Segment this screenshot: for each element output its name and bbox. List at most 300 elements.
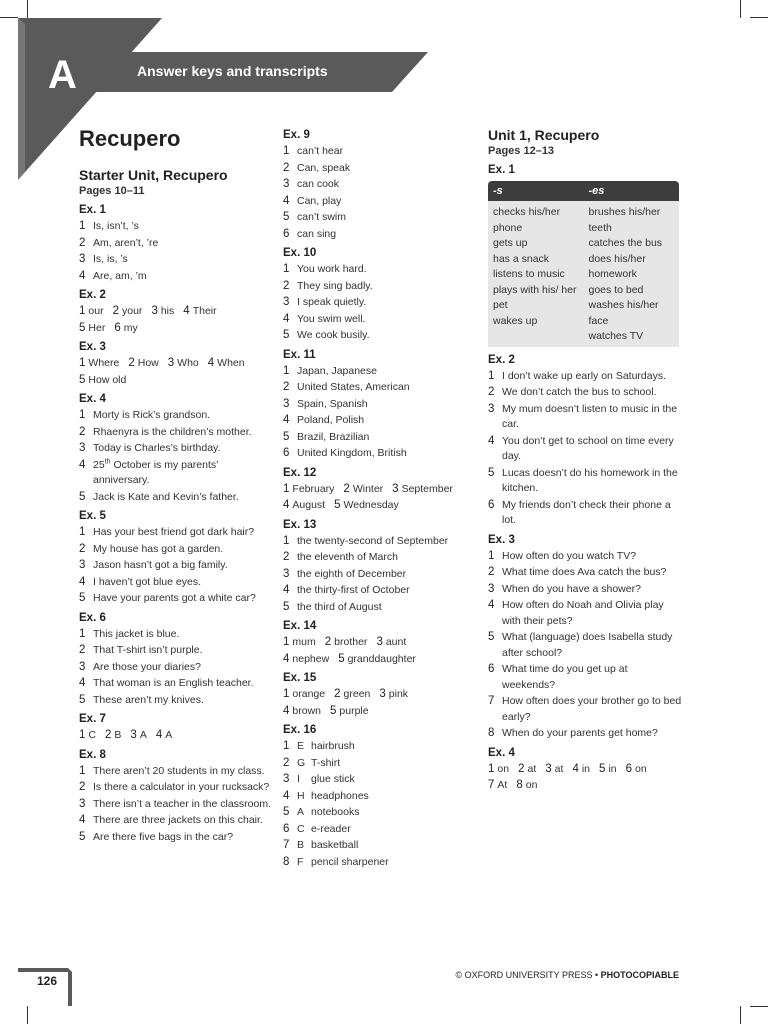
item-number: 3 — [283, 773, 290, 785]
item-number: 5 — [599, 762, 606, 775]
answer-item — [488, 662, 683, 693]
answer-item — [79, 441, 274, 457]
item-text: aunt — [385, 636, 407, 648]
item-text: How old — [88, 373, 127, 386]
item-number: 5 — [283, 600, 290, 613]
item-number: 5 — [283, 211, 290, 223]
item-letter: E — [297, 740, 305, 752]
exercise-label: Ex. 16 — [283, 724, 317, 736]
item-number: 8 — [488, 727, 495, 739]
item-number: 4 — [283, 789, 290, 802]
exercise-label: Ex. 3 — [79, 341, 106, 353]
answer-item — [283, 772, 478, 788]
item-number: 6 — [283, 447, 290, 459]
item-number: 3 — [167, 357, 175, 369]
item-number: 1 — [79, 357, 86, 369]
ordinal-number: 25 — [93, 458, 105, 471]
item-text: Can, speak — [297, 161, 351, 174]
item-number: 3 — [545, 762, 552, 775]
answer-line — [283, 704, 478, 720]
item-number: 4 — [283, 704, 290, 717]
answer-line — [79, 304, 274, 320]
answer-item — [488, 694, 683, 725]
item-number: 4 — [79, 814, 86, 826]
item-text: C — [88, 729, 96, 741]
table-entry: gets up — [493, 237, 528, 249]
item-text: e-reader — [311, 822, 351, 835]
table-header: -s — [488, 181, 584, 201]
item-text: Is, is, ’s — [93, 253, 128, 265]
item-letter: B — [297, 839, 305, 851]
answer-item — [79, 830, 274, 846]
item-text: Their — [192, 305, 217, 317]
item-number: 3 — [283, 296, 290, 308]
answer-item — [283, 328, 478, 344]
item-text: A — [165, 729, 173, 741]
item-number: 2 — [79, 781, 86, 793]
answer-item — [79, 780, 274, 796]
item-number: 3 — [379, 688, 386, 700]
item-number: 1 — [283, 482, 290, 495]
item-text: What (language) does Isabella study after school? — [502, 631, 673, 659]
answer-line — [79, 321, 274, 337]
answer-item — [283, 446, 478, 462]
item-number: 2 — [488, 386, 495, 398]
item-letter: C — [297, 822, 305, 835]
answer-item — [79, 643, 274, 659]
middle-column — [283, 124, 478, 870]
header-title: Answer keys and transcripts — [137, 63, 328, 79]
item-number: 4 — [207, 357, 215, 369]
table-entry: checks his/her phone — [493, 206, 561, 234]
answer-item — [283, 789, 478, 805]
item-text: can’t hear — [297, 145, 344, 157]
item-number: 7 — [488, 779, 495, 791]
item-text: can’t swim — [297, 211, 347, 223]
item-number: 1 — [283, 534, 290, 547]
item-text: the third of August — [297, 600, 382, 613]
item-number: 4 — [488, 599, 495, 611]
crop-mark — [27, 1006, 28, 1024]
item-text: What time does Ava catch the bus? — [502, 566, 667, 578]
answer-item — [283, 805, 478, 821]
exercise-label: Ex. 2 — [488, 353, 515, 366]
exercise-label: Ex. 6 — [79, 611, 106, 624]
item-number: 4 — [79, 677, 86, 689]
table-entry: watches TV — [588, 330, 644, 342]
item-text: green — [343, 688, 371, 700]
answer-item — [79, 425, 274, 441]
answer-item — [79, 219, 274, 235]
item-text: granddaughter — [347, 652, 416, 665]
item-number: 2 — [283, 551, 290, 563]
item-text: brother — [334, 636, 368, 648]
item-text: at — [527, 762, 537, 775]
answer-item — [79, 627, 274, 643]
item-number: 5 — [283, 430, 290, 443]
item-text: My mum doesn’t listen to music in the car. — [502, 402, 678, 430]
item-number: 8 — [283, 855, 290, 868]
answer-line — [283, 687, 478, 703]
item-text: on — [525, 779, 538, 791]
item-number: 3 — [79, 797, 86, 810]
item-text: February — [292, 482, 335, 495]
item-number: 4 — [283, 312, 290, 325]
answer-item — [283, 312, 478, 328]
item-number: 1 — [283, 263, 290, 275]
answer-item — [488, 434, 683, 465]
answer-item — [283, 756, 478, 772]
item-text: When do you have a shower? — [502, 582, 641, 595]
item-text: Are, am, ’m — [93, 269, 147, 282]
item-number: 3 — [283, 178, 290, 190]
table-cell-s — [488, 201, 584, 347]
item-text: Who — [177, 357, 199, 369]
item-text: pink — [388, 688, 409, 700]
item-text: nephew — [292, 652, 330, 665]
item-text: hairbrush — [311, 740, 355, 752]
item-number: 5 — [79, 490, 86, 503]
item-text: We don’t catch the bus to school. — [502, 386, 657, 398]
answer-line — [488, 778, 683, 794]
item-text: United States, American — [297, 381, 410, 393]
item-number: 2 — [128, 357, 135, 369]
exercise-label: Ex. 7 — [79, 713, 106, 725]
answer-item — [283, 262, 478, 278]
item-text: Are there five bags in the car? — [93, 830, 234, 843]
answer-item — [79, 458, 274, 489]
table-entry: catches the bus — [588, 237, 663, 249]
item-text: Spain, Spanish — [297, 397, 368, 410]
item-number: 4 — [155, 729, 163, 741]
item-number: 1 — [283, 364, 290, 377]
item-text: can sing — [297, 227, 337, 240]
item-text: in — [581, 762, 591, 775]
item-text: on — [635, 762, 647, 775]
item-text: Poland, Polish — [297, 414, 365, 426]
unit-title: Starter Unit, Recupero — [79, 167, 228, 183]
answer-item — [283, 534, 478, 550]
exercise-label: Ex. 15 — [283, 672, 317, 684]
item-text: Wednesday — [343, 499, 399, 511]
answer-item — [79, 408, 274, 424]
item-letter: I — [297, 773, 300, 785]
item-text: I haven’t got blue eyes. — [93, 575, 201, 588]
item-number: 2 — [79, 425, 86, 438]
copyright-line — [456, 970, 680, 980]
item-text: pencil sharpener — [311, 855, 389, 868]
item-number: 5 — [488, 466, 495, 479]
exercise-label: Ex. 4 — [79, 393, 106, 405]
answer-line — [283, 482, 478, 498]
item-text: Jason hasn’t got a big family. — [93, 559, 228, 571]
item-text: I don’t wake up early on Saturdays. — [502, 369, 667, 382]
item-text: We cook busily. — [297, 329, 370, 341]
answer-line — [79, 373, 274, 389]
answer-line — [79, 356, 274, 372]
answer-line — [488, 762, 683, 778]
item-number: 3 — [392, 482, 399, 495]
item-text: A — [139, 729, 147, 741]
table-entry: listens to music — [493, 268, 565, 280]
item-text: What time do you get up at weekends? — [502, 663, 628, 691]
right-column — [488, 126, 683, 794]
item-text: Is there a calculator in your rucksack? — [93, 781, 270, 793]
item-number: 5 — [79, 373, 86, 386]
item-text: You work hard. — [297, 263, 367, 275]
item-text: mum — [292, 636, 316, 648]
item-number: 5 — [79, 830, 86, 843]
item-number: 3 — [151, 305, 158, 317]
item-text-rest: October is my parents’ anniversary. — [93, 458, 219, 486]
answer-item — [488, 402, 683, 433]
item-number: 7 — [283, 839, 290, 851]
item-text: Today is Charles’s birthday. — [93, 442, 221, 454]
answer-item — [488, 498, 683, 529]
item-number: 2 — [324, 636, 332, 648]
item-text: at — [554, 762, 564, 775]
item-text: the twenty-second of September — [297, 534, 449, 547]
item-text: my — [123, 321, 138, 334]
page-title: Recupero — [79, 126, 181, 151]
item-text: That T-shirt isn’t purple. — [93, 644, 203, 656]
section-letter: A — [48, 53, 77, 97]
item-number: 4 — [283, 499, 290, 511]
item-number: 5 — [338, 652, 345, 665]
item-text: Morty is Rick’s grandson. — [93, 409, 211, 421]
item-number: 1 — [488, 549, 495, 562]
item-text: Are those your diaries? — [93, 660, 201, 673]
item-text: That woman is an English teacher. — [93, 677, 254, 689]
item-text: the eleventh of March — [297, 551, 398, 563]
item-text: Her — [88, 321, 106, 334]
item-text: your — [122, 305, 143, 317]
item-number: 6 — [625, 762, 633, 775]
item-text: There are three jackets on this chair. — [93, 814, 263, 826]
item-text: You don’t get to school on time every day. — [502, 434, 674, 462]
answer-item — [79, 676, 274, 692]
answer-item — [488, 385, 683, 401]
item-number: 1 — [79, 729, 86, 741]
answer-item — [488, 726, 683, 742]
ordinal-suffix: th — [104, 458, 111, 465]
answer-line — [283, 498, 478, 514]
answer-item — [488, 549, 683, 565]
exercise-label: Ex. 14 — [283, 620, 317, 632]
item-number: 1 — [488, 762, 495, 775]
item-number: 6 — [283, 822, 290, 835]
item-text: notebooks — [311, 806, 360, 818]
answer-item — [79, 575, 274, 591]
item-letter: H — [297, 789, 305, 802]
exercise-label: Ex. 8 — [79, 748, 106, 761]
table-entry: does his/her homework — [588, 252, 646, 280]
item-text: glue stick — [311, 773, 355, 785]
item-number: 4 — [183, 305, 190, 317]
item-number: 3 — [488, 582, 495, 595]
item-text: brown — [292, 704, 322, 717]
answer-item — [283, 397, 478, 413]
answer-item — [283, 364, 478, 380]
item-text: How often do you watch TV? — [502, 549, 637, 562]
answer-item — [79, 542, 274, 558]
item-text: purple — [339, 704, 369, 717]
answer-item — [283, 550, 478, 566]
item-number: 2 — [79, 644, 86, 656]
answer-item — [283, 194, 478, 210]
item-text: headphones — [311, 789, 369, 802]
exercise-label: Ex. 11 — [283, 348, 316, 361]
answer-item — [283, 227, 478, 243]
answer-item — [283, 567, 478, 583]
item-text: Can, play — [297, 194, 342, 207]
item-number: 2 — [518, 762, 525, 775]
item-number: 4 — [572, 762, 579, 775]
item-number: 5 — [283, 806, 290, 818]
item-text: My house has got a garden. — [93, 542, 224, 555]
item-number: 2 — [283, 279, 290, 292]
item-number: 3 — [376, 636, 383, 648]
table-entry: has a snack — [493, 252, 550, 265]
item-text: These aren’t my knives. — [93, 693, 204, 706]
item-text: You swim well. — [297, 312, 366, 325]
item-number: 6 — [283, 227, 290, 240]
item-number: 2 — [79, 542, 86, 555]
item-text: Brazil, Brazilian — [297, 430, 370, 443]
item-number: 1 — [79, 305, 86, 317]
answer-item — [488, 565, 683, 581]
answer-item — [488, 466, 683, 497]
exercise-label: Ex. 1 — [79, 204, 106, 216]
item-number: 1 — [283, 145, 290, 157]
item-text: on — [497, 762, 510, 775]
answer-item — [283, 600, 478, 616]
item-text: Is, isn’t, ’s — [93, 220, 139, 232]
item-number: 5 — [330, 704, 337, 717]
item-number: 1 — [79, 220, 86, 232]
answer-line — [79, 728, 274, 744]
item-letter: A — [297, 806, 305, 818]
answer-item — [79, 490, 274, 506]
item-number: 2 — [79, 236, 86, 249]
answer-item — [79, 813, 274, 829]
item-text: At — [497, 779, 508, 791]
item-letter: F — [297, 855, 304, 868]
item-number: 1 — [283, 740, 290, 752]
item-number: 5 — [79, 321, 86, 334]
item-text: September — [401, 482, 453, 495]
verb-ending-table — [488, 181, 679, 347]
item-number: 6 — [114, 321, 121, 334]
answer-item — [488, 598, 683, 629]
table-entry: washes his/her face — [588, 299, 659, 327]
answer-item — [283, 838, 478, 854]
item-number: 3 — [488, 402, 495, 415]
item-number: 2 — [334, 688, 341, 700]
item-number: 4 — [79, 458, 86, 471]
table-entry: brushes his/her teeth — [588, 206, 661, 234]
unit-title: Unit 1, Recupero — [488, 127, 600, 143]
item-text: How often do Noah and Olivia play with their pets? — [502, 599, 664, 627]
item-number: 5 — [79, 592, 86, 604]
item-number: 8 — [516, 779, 523, 791]
answer-item — [79, 236, 274, 252]
exercise-label: Ex. 10 — [283, 247, 317, 259]
item-text: can cook — [297, 178, 340, 190]
answer-item — [283, 279, 478, 295]
item-letter: G — [297, 756, 306, 769]
item-text: basketball — [311, 839, 359, 851]
item-number: 3 — [130, 729, 137, 741]
item-text: Rhaenyra is the children’s mother. — [93, 425, 252, 438]
item-number: 4 — [283, 584, 290, 596]
exercise-label: Ex. 5 — [79, 510, 106, 522]
item-number: 2 — [283, 756, 290, 769]
item-number: 2 — [488, 566, 495, 578]
answer-item — [79, 269, 274, 285]
crop-mark — [740, 1006, 741, 1024]
item-number: 4 — [283, 652, 290, 665]
item-text: There isn’t a teacher in the classroom. — [93, 797, 271, 810]
item-number: 4 — [283, 414, 290, 426]
item-number: 4 — [79, 269, 86, 282]
answer-line — [283, 635, 478, 651]
item-text: Jack is Kate and Kevin’s father. — [93, 490, 239, 503]
page-number: 126 — [37, 974, 58, 988]
answer-item — [283, 583, 478, 599]
item-number: 5 — [79, 693, 86, 706]
item-number: 1 — [79, 409, 86, 421]
item-text: When do your parents get home? — [502, 727, 658, 739]
item-number: 2 — [343, 482, 350, 495]
item-text: Where — [88, 357, 120, 369]
answer-item — [283, 161, 478, 177]
crop-mark — [750, 1006, 768, 1007]
answer-item — [79, 797, 274, 813]
item-number: 6 — [488, 498, 495, 511]
item-number: 6 — [488, 663, 495, 675]
item-text: There aren’t 20 students in my class. — [93, 764, 265, 777]
item-number: 2 — [112, 305, 119, 317]
item-number: 3 — [79, 559, 86, 571]
answer-item — [79, 525, 274, 541]
photocopiable-label: PHOTOCOPIABLE — [600, 970, 679, 980]
table-cell-es — [584, 201, 680, 347]
item-number: 1 — [79, 764, 86, 777]
item-number: 1 — [79, 627, 86, 640]
item-text: When — [217, 357, 245, 369]
answer-item — [488, 369, 683, 385]
item-text: My friends don’t check their phone a lot. — [502, 498, 671, 526]
answer-item — [79, 252, 274, 268]
item-text: Japan, Japanese — [297, 364, 377, 377]
item-number: 4 — [79, 575, 86, 588]
answer-item — [283, 430, 478, 446]
answer-line — [283, 652, 478, 668]
item-text — [93, 458, 274, 489]
item-text: This jacket is blue. — [93, 627, 180, 640]
item-number: 3 — [79, 253, 86, 265]
answer-item — [488, 630, 683, 661]
item-text: Am, aren’t, ’re — [93, 236, 159, 249]
item-text: Have your parents got a white car? — [93, 592, 256, 604]
item-text: United Kingdom, British — [297, 447, 407, 459]
item-text: How — [137, 357, 159, 369]
answer-item — [283, 855, 478, 871]
left-column — [79, 126, 274, 845]
exercise-label: Ex. 4 — [488, 746, 515, 759]
item-text: B — [114, 729, 122, 741]
